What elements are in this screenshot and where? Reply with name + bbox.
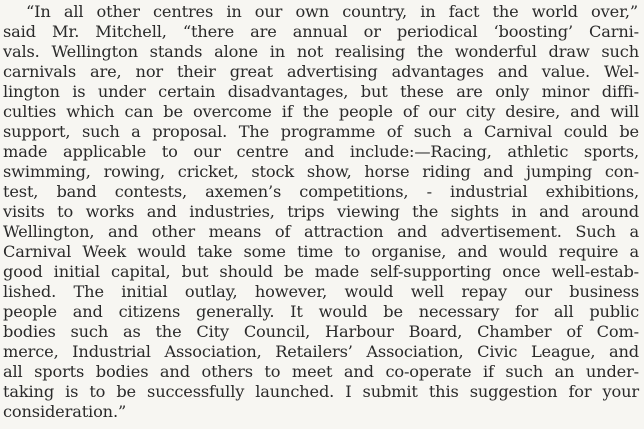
text-line: taking is to be successfully launched. I submit this suggestion for your <box>3 382 639 401</box>
text-line: people and citizens generally. It would be necessary for all public <box>3 302 639 321</box>
text-line: support, such a proposal. The programme of such a Carnival could be <box>3 122 639 141</box>
text-line: Wellington, and other means of attraction and advertisement. Such a <box>3 222 639 241</box>
text-line: made applicable to our centre and include:—Racing, athletic sports, <box>3 142 639 161</box>
text-line: lished. The initial outlay, however, would well repay our business <box>3 282 639 301</box>
text-line: good initial capital, but should be made self-supporting once well-estab- <box>3 262 639 281</box>
text-line: merce, Industrial Association, Retailers’ Association, Civic League, and <box>3 342 639 361</box>
text-line: test, band contests, axemen’s competitions, - industrial exhibitions, <box>3 182 639 201</box>
text-line: all sports bodies and others to meet and co-operate if such an under- <box>3 362 639 381</box>
text-line: carnivals are, nor their great advertising advantages and value. Wel- <box>3 62 639 81</box>
text-line: consideration.” <box>3 402 127 421</box>
text-line: “In all other centres in our own country, in fact the world over,” <box>26 2 638 21</box>
text-line: bodies such as the City Council, Harbour Board, Chamber of Com- <box>3 322 639 341</box>
text-line: swimming, rowing, cricket, stock show, horse riding and jumping con- <box>3 162 639 181</box>
text-line: vals. Wellington stands alone in not realising the wonderful draw such <box>3 42 639 61</box>
text-line: said Mr. Mitchell, “there are annual or periodical ‘boosting’ Carni- <box>3 22 639 41</box>
text-line: culties which can be overcome if the people of our city desire, and will <box>3 102 639 121</box>
text-line: visits to works and industries, trips viewing the sights in and around <box>3 202 639 221</box>
text-line: Carnival Week would take some time to organise, and would require a <box>3 242 639 261</box>
text-line: lington is under certain disadvantages, but these are only minor diffi- <box>3 82 639 101</box>
